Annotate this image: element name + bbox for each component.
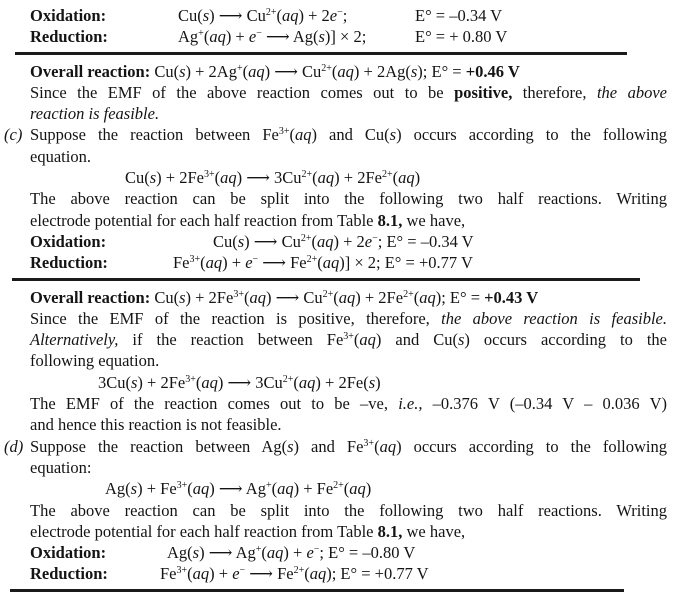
b1-reduction-row bbox=[30, 26, 667, 47]
reaction-equation: $Ag(s) + Fe^{3+}(aq)$ ⟶ $Ag^+(aq) + Fe^{2+}(aq)$ bbox=[105, 479, 372, 499]
horizontal-rule bbox=[15, 52, 627, 55]
item-d-intro-line1 bbox=[4, 436, 668, 457]
body-text: The above reaction can be split into the following two half reactions. Writing bbox=[30, 189, 667, 209]
intro-text: equation. bbox=[30, 146, 91, 166]
item-c-intro-line1 bbox=[4, 124, 668, 145]
emf-note-2 bbox=[30, 308, 667, 329]
reduction-label: Reduction: bbox=[30, 253, 108, 273]
body-text: electrode potential for each half reaction from Table 8.1, we have, bbox=[30, 521, 466, 541]
standard-potential: E° = –0.34 V bbox=[415, 6, 503, 25]
body-text: following equation. bbox=[30, 351, 160, 371]
reduction-label: Reduction: bbox=[30, 27, 108, 47]
b1-oxidation-row bbox=[30, 5, 667, 26]
oxidation-equation: Ag(s) ⟶ Ag+(aq) + e−; E° = –0.80 V bbox=[167, 543, 416, 563]
overall-reaction-text: Overall reaction: Cu(s) + 2Ag+(aq) ⟶ $Cu^{2+}(aq) + 2Ag(s)$; E° = +0.46 V bbox=[30, 61, 520, 81]
standard-potential: E° = + 0.80 V bbox=[415, 27, 508, 47]
note-text: The EMF of the reaction comes out to be –ve, i.e., –0.376 V (–0.34 V – 0.036 V) bbox=[30, 394, 667, 414]
body-text: Alternatively, if the reaction between $Fe^{3+}(aq)$ and Cu(s) occurs according to the bbox=[30, 330, 667, 350]
d-oxidation-row bbox=[30, 542, 667, 563]
reaction-equation: $3Cu(s) + 2Fe^{3+}(aq)$ ⟶ $3Cu^{2+}(aq) + 2Fe(s)$ bbox=[98, 372, 381, 392]
c-reduction-row bbox=[30, 252, 667, 273]
alternatively-line2 bbox=[30, 350, 667, 371]
item-d-split-line1 bbox=[30, 500, 667, 521]
emf-note-1-line1 bbox=[30, 82, 667, 103]
d-reduction-row bbox=[30, 563, 667, 584]
oxidation-label: Oxidation: bbox=[30, 6, 107, 25]
item-marker-c: (c) bbox=[4, 125, 23, 145]
item-c-split-line1 bbox=[30, 188, 667, 209]
body-text: electrode potential for each half reaction from Table 8.1, we have, bbox=[30, 210, 466, 230]
reduction-label: Reduction: bbox=[30, 564, 108, 584]
intro-text: equation: bbox=[30, 457, 92, 477]
emf-negative-line1 bbox=[30, 393, 667, 414]
item-d-intro-line2 bbox=[30, 457, 667, 478]
reduction-equation: Ag+(aq) + e− ⟶ Ag(s)] × 2; bbox=[178, 27, 367, 47]
item-c-split-line2 bbox=[30, 210, 667, 231]
emf-negative-line2 bbox=[30, 414, 667, 435]
reduction-equation: $Fe^{3+}(aq) + e^-$ ⟶ $Fe^{2+}(aq)] \times 2$; E° = +0.77 V bbox=[173, 253, 473, 273]
item-d-split-line2 bbox=[30, 521, 667, 542]
oxidation-equation: Cu(s) ⟶ $Cu^{2+}(aq) + 2e^-$; E° = –0.34 V bbox=[213, 231, 474, 251]
item-d-equation bbox=[30, 478, 667, 499]
intro-text: Suppose the reaction between $Fe^{3+}(aq)$ and Cu(s) occurs according to the following bbox=[30, 125, 668, 145]
note-text: reaction is feasible. bbox=[30, 104, 160, 124]
overall-reaction-2 bbox=[30, 287, 667, 308]
oxidation-label: Oxidation: bbox=[30, 543, 107, 563]
reaction-equation: $Cu(s) + 2Fe^{3+}(aq)$ ⟶ $3Cu^{2+}(aq) + 2Fe^{2+}(aq)$ bbox=[125, 168, 421, 188]
overall-reaction-1 bbox=[30, 61, 667, 82]
oxidation-label: Oxidation: bbox=[30, 231, 107, 251]
note-text: and hence this reaction is not feasible. bbox=[30, 415, 282, 435]
item-c-equation bbox=[30, 167, 667, 188]
emf-note-1-line2 bbox=[30, 103, 667, 124]
horizontal-rule bbox=[12, 278, 640, 281]
c-oxidation-row bbox=[30, 231, 667, 252]
alternatively-line1 bbox=[30, 329, 667, 350]
overall-reaction-text: Overall reaction: $Cu(s) + 2Fe^{3+}(aq)$ ⟶ $Cu^{2+}(aq) + 2Fe^{2+}(aq)$; E° = +0.43 V bbox=[30, 287, 539, 307]
item-marker-d: (d) bbox=[4, 436, 24, 456]
body-text: The above reaction can be split into the following two half reactions. Writing bbox=[30, 500, 667, 520]
alternative-equation bbox=[30, 372, 667, 393]
intro-text: Suppose the reaction between Ag(s) and $Fe^{3+}(aq)$ occurs according to the following bbox=[30, 436, 668, 456]
item-c-intro-line2 bbox=[30, 146, 667, 167]
oxidation-equation: Cu(s) ⟶ $Cu^{2+}(aq) + 2e^-$; bbox=[178, 6, 348, 25]
horizontal-rule bbox=[10, 589, 624, 592]
reduction-equation: $Fe^{3+}(aq) + e^-$ ⟶ $Fe^{2+}(aq)$; E° = +0.77 V bbox=[160, 564, 429, 584]
note-text: Since the EMF of the reaction is positive, therefore, the above reaction is feasible. bbox=[30, 308, 667, 328]
note-text: Since the EMF of the above reaction comes out to be positive, therefore, the above bbox=[30, 82, 667, 102]
